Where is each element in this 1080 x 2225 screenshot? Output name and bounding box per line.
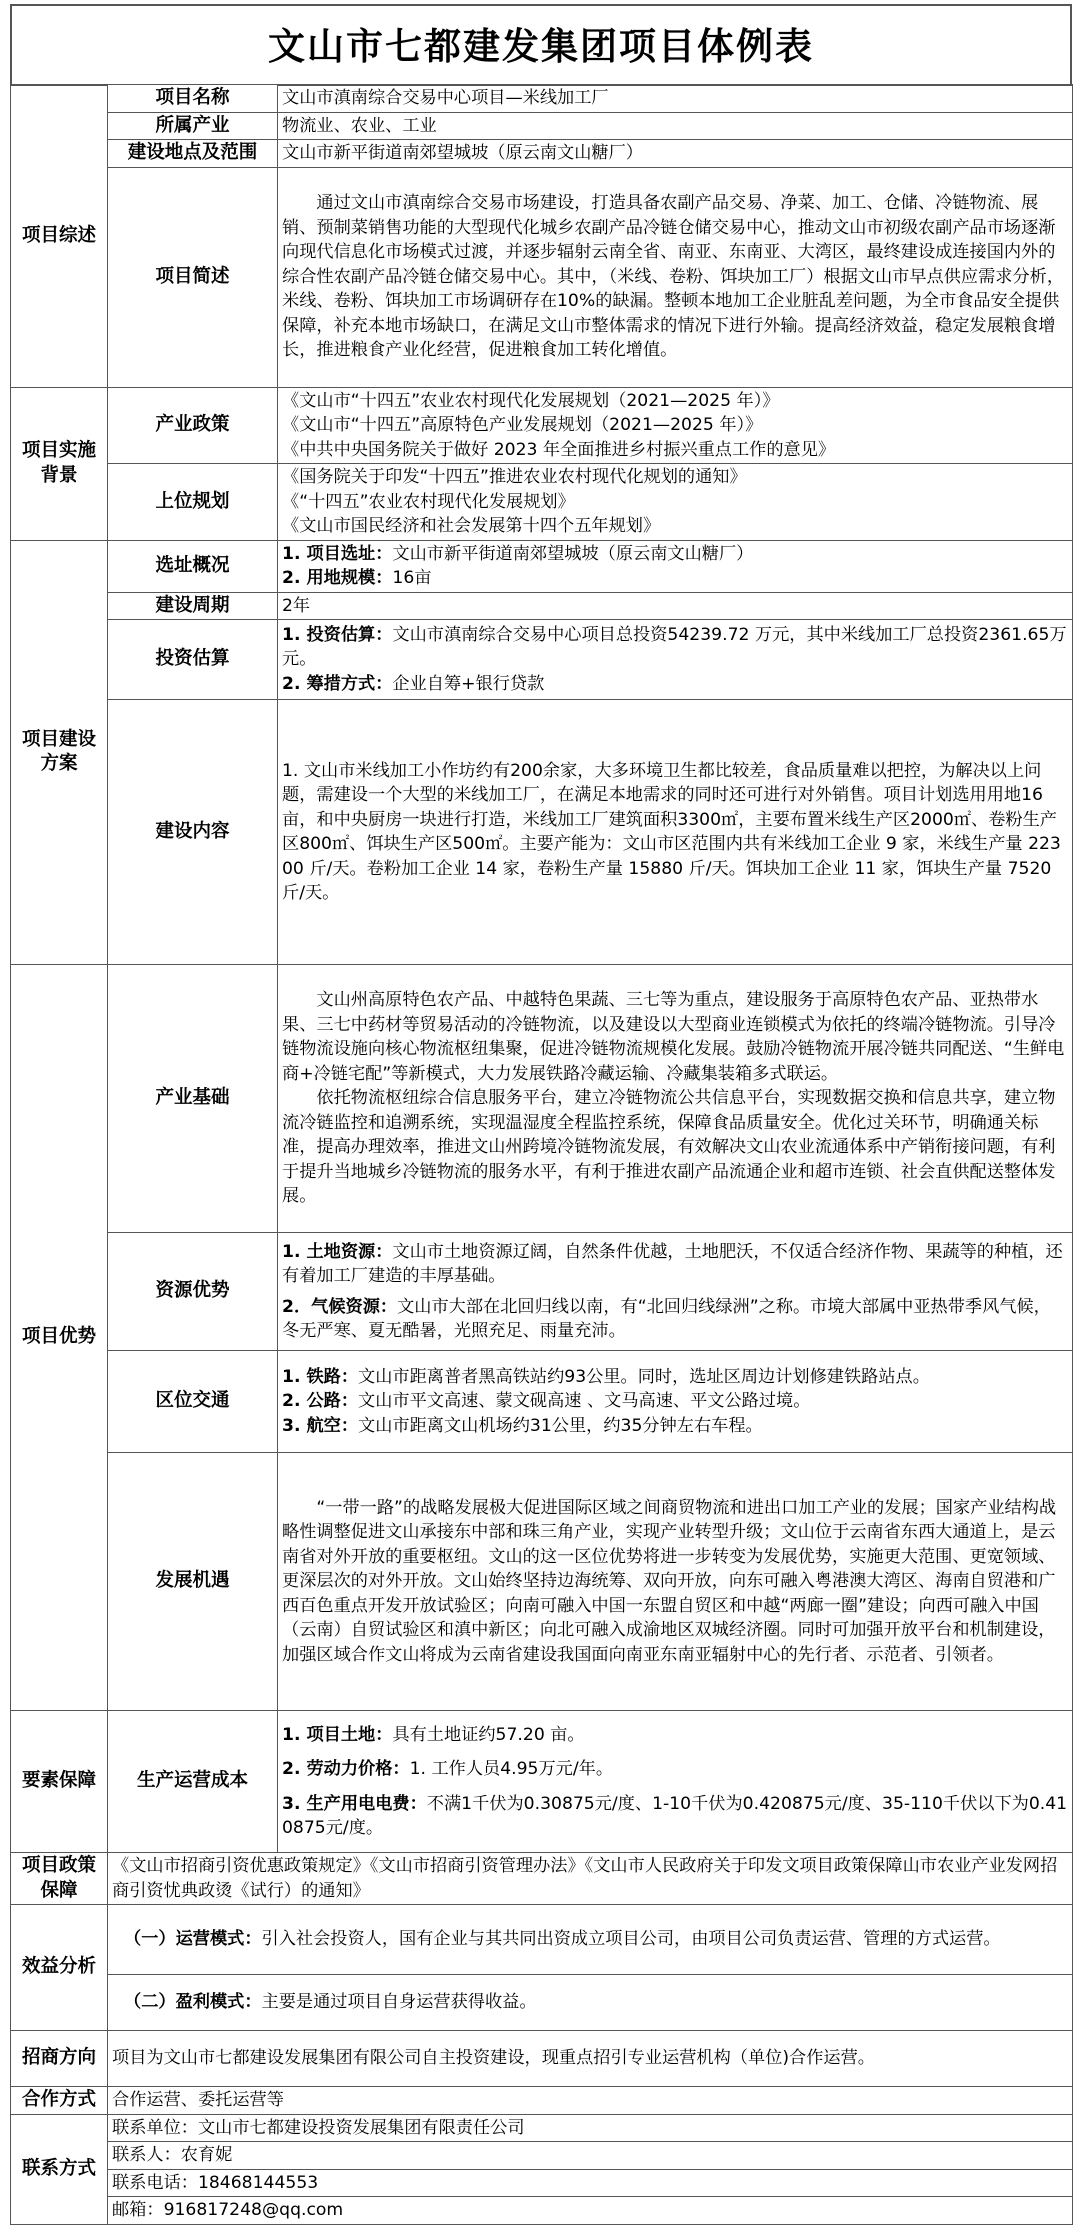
value-industry: 物流业、农业、工业 bbox=[278, 112, 1073, 140]
policy-item: 《文山市“十四五”农业农村现代化发展规划（2021—2025 年）》 bbox=[282, 390, 780, 411]
content-text: 1. 文山市米线加工小作坊约有200余家，大多环境卫生都比较差，食品质量难以把控，为解决以上问题，需建设一个大型的米线加工厂，在满足本地需求的同时还可进行对外销售。项目计划选用用地16亩，和中央厨房一块进行打造，米线加工厂建筑面积3300㎡，主要布置米线生产区2000㎡、卷粉生产区800㎡、饵块生产区500㎡。主要产能为：文山市区范围内共有米线加工企业 9 家，米线生产量 22300 斤/天。卷粉加工企业 14 家，卷粉生产量 15880 斤/天。饵块加工企业 11 家，饵块生产量 7520 斤/天。 bbox=[282, 760, 1061, 903]
project-profile-sheet bbox=[10, 4, 1072, 2225]
value-location: 文山市新平街道南郊望城坡（原云南文山糖厂） bbox=[278, 140, 1073, 168]
value-coop: 合作运营、委托运营等 bbox=[108, 2087, 1073, 2115]
row-traffic bbox=[11, 1351, 1073, 1453]
value-site bbox=[278, 540, 1073, 592]
contact-person: 联系人：农育妮 bbox=[108, 2142, 1073, 2170]
row-policy-guarantee bbox=[11, 1853, 1073, 1905]
label-period: 建设周期 bbox=[108, 592, 278, 620]
base-paragraph-1: 文山州高原特色农产品、中越特色果蔬、三七等为重点，建设服务于高原特色农产品、亚热带水果、三七中药材等贸易活动的冷链物流，以及建设以大型商业连锁模式为依托的终端冷链物流。引导冷链物流设施向核心物流枢纽集聚，促进冷链物流规模化发展。鼓励冷链物流开展冷链共同配送、“生鲜电商+冷链宅配”等新模式，大力发展铁路冷藏运输、冷藏集装箱多式联运。 bbox=[282, 990, 1065, 1084]
label-upper-plan: 上位规划 bbox=[108, 464, 278, 541]
value-traffic bbox=[278, 1351, 1073, 1453]
site-2-key: 2. 用地规模： bbox=[282, 568, 393, 588]
section-label-overview: 项目综述 bbox=[11, 85, 108, 388]
value-direction: 项目为文山市七都建设发展集团有限公司自主投资建设，现重点招引专业运营机构（单位)合作运营。 bbox=[108, 2031, 1073, 2087]
invest-1-key: 1. 投资估算： bbox=[282, 624, 393, 645]
label-project-name: 项目名称 bbox=[108, 85, 278, 113]
cost-2-value: 1. 工作人员4.95万元/年。 bbox=[409, 1759, 614, 1779]
row-resources bbox=[11, 1233, 1073, 1351]
row-coop bbox=[11, 2087, 1073, 2115]
section-label-advantage: 项目优势 bbox=[11, 965, 108, 1711]
section-label-factors: 要素保障 bbox=[11, 1711, 108, 1853]
value-content bbox=[278, 700, 1073, 965]
plan-item: 《“十四五”农业农村现代化发展规划》 bbox=[282, 491, 575, 512]
label-industry-base: 产业基础 bbox=[108, 965, 278, 1233]
res-1-value: 文山市土地资源辽阔，自然条件优越，土地肥沃，不仅适合经济作物、果蔬等的种植，还有着加工厂建造的丰厚基础。 bbox=[282, 1241, 1063, 1286]
invest-2-key: 2. 筹措方式： bbox=[282, 673, 393, 694]
section-label-direction: 招商方向 bbox=[11, 2031, 108, 2087]
label-industry-policy: 产业政策 bbox=[108, 387, 278, 464]
cost-1-value: 具有土地证约57.20 亩。 bbox=[392, 1724, 585, 1745]
label-location: 建设地点及范围 bbox=[108, 140, 278, 168]
label-investment: 投资估算 bbox=[108, 620, 278, 700]
section-label-benefit: 效益分析 bbox=[11, 1905, 108, 2031]
label-site: 选址概况 bbox=[108, 540, 278, 592]
traffic-2-value: 文山市平文高速、蒙文砚高速 、文马高速、平文公路过境。 bbox=[358, 1391, 811, 1412]
value-period: 2年 bbox=[278, 592, 1073, 620]
section-label-coop: 合作方式 bbox=[11, 2087, 108, 2115]
traffic-2-key: 2. 公路： bbox=[282, 1391, 359, 1412]
row-period bbox=[11, 592, 1073, 620]
row-industry-policy bbox=[11, 387, 1073, 464]
label-brief: 项目简述 bbox=[108, 167, 278, 387]
policy-item: 《文山市“十四五”高原特色产业发展规划（2021—2025 年）》 bbox=[282, 415, 763, 435]
row-project-name bbox=[11, 85, 1073, 113]
invest-1-value: 文山市滇南综合交易中心项目总投资54239.72 万元，其中米线加工厂总投资2361.65万元。 bbox=[282, 624, 1067, 670]
row-location bbox=[11, 140, 1073, 168]
site-1-key: 1. 项目选址： bbox=[282, 543, 393, 564]
row-direction bbox=[11, 2031, 1073, 2087]
value-cost bbox=[278, 1711, 1073, 1853]
value-industry-policy bbox=[278, 387, 1073, 464]
row-content bbox=[11, 700, 1073, 965]
row-cost bbox=[11, 1711, 1073, 1853]
row-contact-phone bbox=[11, 2169, 1073, 2197]
cost-2-key: 2. 劳动力价格： bbox=[282, 1759, 410, 1779]
brief-text: 通过文山市滇南综合交易市场建设，打造具备农副产品交易、净菜、加工、仓储、冷链物流、展销、预制菜销售功能的大型现代化城乡农副产品冷链仓储交易中心，推动文山市初级农副产品市场逐渐向现代信息化市场模式过渡，并逐步辐射云南全省、南亚、东南亚、大湾区，最终建设成连接国内外的综合性农副产品冷链仓储交易中心。其中，（米线、卷粉、饵块加工厂）根据文山市早点供应需求分析，米线、卷粉、饵块加工市场调研存在10%的缺漏。整顿本地加工企业脏乱差问题，为全市食品安全提供保障，补充本地市场缺口，在满足文山市整体需求的情况下进行外输。提高经济效益，稳定发展粮食增长，推进粮食产业化经营，促进粮食加工转化增值。 bbox=[282, 193, 1065, 361]
row-contact-email bbox=[11, 2197, 1073, 2225]
traffic-1-key: 1. 铁路： bbox=[282, 1366, 359, 1387]
invest-2-value: 企业自筹+银行贷款 bbox=[392, 673, 545, 694]
label-traffic: 区位交通 bbox=[108, 1351, 278, 1453]
res-2-value: 文山市大部在北回归线以南，有“北回归线绿洲”之称。市境大部属中亚热带季风气候，冬无严寒、夏无酷暑，光照充足、雨量充沛。 bbox=[282, 1296, 1051, 1341]
value-industry-base bbox=[278, 965, 1073, 1233]
label-cost: 生产运营成本 bbox=[108, 1711, 278, 1853]
row-investment bbox=[11, 620, 1073, 700]
res-2-key: 2．气候资源： bbox=[282, 1296, 398, 1317]
cost-3-key: 3. 生产用电电费： bbox=[282, 1793, 427, 1814]
traffic-3-value: 文山市距离文山机场约31公里，约35分钟左右车程。 bbox=[358, 1415, 763, 1436]
res-1-key: 1. 土地资源： bbox=[282, 1241, 393, 1262]
row-opportunity bbox=[11, 1453, 1073, 1711]
project-table bbox=[10, 84, 1073, 2225]
benefit-1-value: 引入社会投资人，国有企业与其共同出资成立项目公司，由项目公司负责运营、管理的方式运营。 bbox=[261, 1929, 1001, 1950]
row-upper-plan bbox=[11, 464, 1073, 541]
section-label-contact: 联系方式 bbox=[11, 2114, 108, 2224]
value-resources bbox=[278, 1233, 1073, 1351]
site-2-value: 16亩 bbox=[392, 568, 432, 588]
traffic-3-key: 3. 航空： bbox=[282, 1415, 359, 1436]
label-industry: 所属产业 bbox=[108, 112, 278, 140]
contact-email[interactable]: 邮箱：916817248@qq.com bbox=[108, 2197, 1073, 2225]
section-label-policy-guarantee: 项目政策保障 bbox=[11, 1853, 108, 1905]
value-benefit-2 bbox=[108, 1975, 1073, 2031]
row-contact-person bbox=[11, 2142, 1073, 2170]
row-benefit-2 bbox=[11, 1975, 1073, 2031]
base-paragraph-2: 依托物流枢纽综合信息服务平台，建立冷链物流公共信息平台，实现数据交换和信息共享，建立物流冷链监控和追溯系统，实现温湿度全程监控系统，保障食品质量安全。优化过关环节，明确通关标准，提高办理效率，推进文山州跨境冷链物流发展，有效解决文山农业流通体系中产销衔接问题，有利于提升当地城乡冷链物流的服务水平，有利于推进农副产品流通企业和超市连锁、社会直供配送整体发展。 bbox=[282, 1088, 1056, 1207]
value-upper-plan bbox=[278, 464, 1073, 541]
value-investment bbox=[278, 620, 1073, 700]
policy-item: 《中共中央国务院关于做好 2023 年全面推进乡村振兴重点工作的意见》 bbox=[282, 439, 836, 460]
value-brief bbox=[278, 167, 1073, 387]
row-industry-base bbox=[11, 965, 1073, 1233]
document-title: 文山市七都建发集团项目体例表 bbox=[10, 4, 1072, 86]
row-benefit-1 bbox=[11, 1905, 1073, 1975]
plan-item: 《国务院关于印发“十四五”推进农业农村现代化规划的通知》 bbox=[282, 467, 747, 487]
cost-3-value: 不满1千伏为0.30875元/度、1-10千伏为0.420875元/度、35-110千伏以下为0.410875元/度。 bbox=[282, 1793, 1068, 1838]
row-site bbox=[11, 540, 1073, 592]
row-industry bbox=[11, 112, 1073, 140]
benefit-1-key: （一）运营模式： bbox=[124, 1929, 262, 1950]
value-policy-guarantee: 《文山市招商引资优惠政策规定》《文山市招商引资管理办法》《文山市人民政府关于印发文项目政策保障山市农业产业发网招商引资忧典政烫《试行）的通知》 bbox=[108, 1853, 1073, 1905]
contact-phone[interactable]: 联系电话：18468144553 bbox=[108, 2169, 1073, 2197]
label-content: 建设内容 bbox=[108, 700, 278, 965]
row-brief bbox=[11, 167, 1073, 387]
plan-item: 《文山市国民经济和社会发展第十四个五年规划》 bbox=[282, 516, 661, 536]
section-label-background: 项目实施背景 bbox=[11, 387, 108, 540]
benefit-2-key: （二）盈利模式： bbox=[124, 1992, 262, 2013]
section-label-construction: 项目建设方案 bbox=[11, 540, 108, 965]
label-opportunity: 发展机遇 bbox=[108, 1453, 278, 1711]
traffic-1-value: 文山市距离普者黑高铁站约93公里。同时，选址区周边计划修建铁路站点。 bbox=[358, 1366, 930, 1387]
row-contact-unit bbox=[11, 2114, 1073, 2142]
label-resources: 资源优势 bbox=[108, 1233, 278, 1351]
opportunity-text: “一带一路”的战略发展极大促进国际区域之间商贸物流和进出口加工产业的发展；国家产业结构战略性调整促进文山承接东中部和珠三角产业，实现产业转型升级；文山位于云南省东西大通道上，是云南省对外开放的重要枢纽。文山的这一区位优势将进一步转变为发展优势，实施更大范围、更宽领域、更深层次的对外开放。文山始终坚持边海统筹、双向开放，向东可融入粤港澳大湾区、海南自贸港和广西百色重点开发开放试验区；向南可融入中国一东盟自贸区和中越“两廊一圈”建设；向西可融入中国（云南）自贸试验区和滇中新区；向北可融入成渝地区双城经济圈。同时可加强开放平台和机制建设，加强区域合作文山将成为云南省建设我国面向南亚东南亚辐射中心的先行者、示范者、引领者。 bbox=[282, 1497, 1057, 1665]
value-benefit-1 bbox=[108, 1905, 1073, 1975]
contact-unit: 联系单位：文山市七都建设投资发展集团有限责任公司 bbox=[108, 2114, 1073, 2142]
value-opportunity bbox=[278, 1453, 1073, 1711]
value-project-name: 文山市滇南综合交易中心项目—米线加工厂 bbox=[278, 85, 1073, 113]
benefit-2-value: 主要是通过项目自身运营获得收益。 bbox=[261, 1992, 537, 2013]
cost-1-key: 1. 项目土地： bbox=[282, 1724, 393, 1745]
site-1-value: 文山市新平街道南郊望城坡（原云南文山糖厂） bbox=[392, 543, 754, 564]
